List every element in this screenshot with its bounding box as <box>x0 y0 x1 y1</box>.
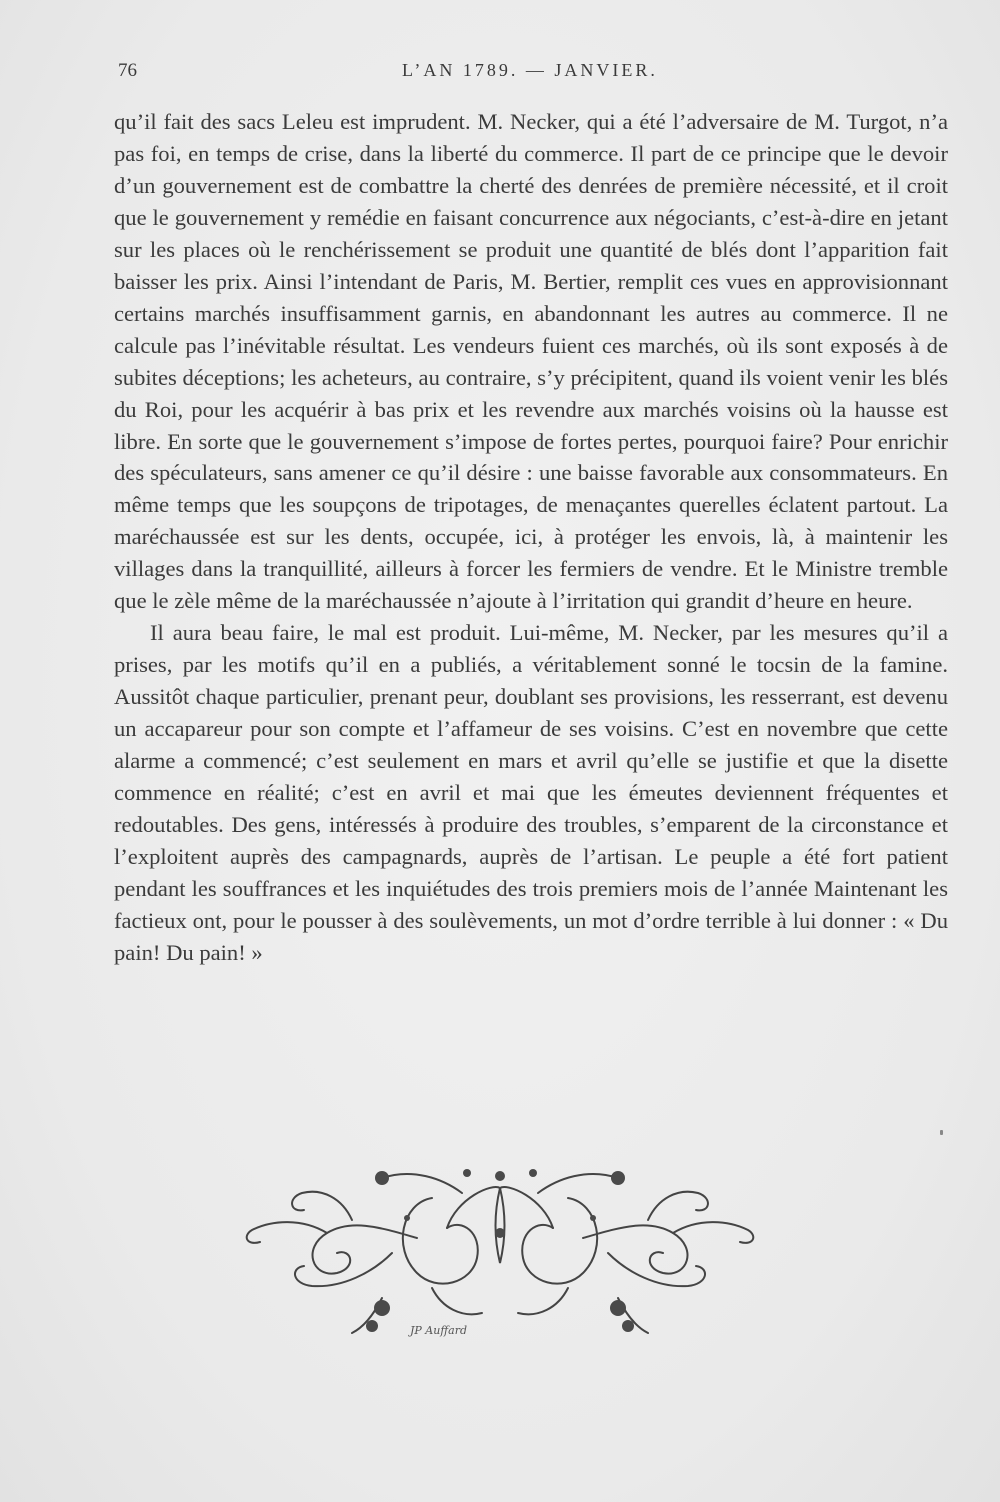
engraver-signature: JP Auffard <box>410 1324 467 1337</box>
running-title: L’AN 1789. — JANVIER. <box>402 60 658 80</box>
paragraph: qu’il fait des sacs Leleu est imprudent. M. Necker, qui a été l’adversaire de M. Turgot, n’a pas foi, en temps de crise, dans la liberté du commerce. Il part de ce principe que le devoir d’un gouvernement est de combattre la cherté des denrées de première nécessité, et il croit que le gouvernement y remédie en faisant concurrence aux négociants, c’est-à-dire en jetant sur les places où le renchérissement se produit une quantité de blés dont l’apparition fait baisser les prix. Ainsi l’intendant de Paris, M. Bertier, remplit ces vues en approvisionnant certains marchés insuffisamment garnis, en abandonnant les autres au commerce. Il ne calcule pas l’inévitable résultat. Les vendeurs fuient ces marchés, où ils sont exposés à de subites déceptions; les acheteurs, au contraire, s’y précipitent, quand ils voient venir les blés du Roi, pour les acquérir à bas prix et les revendre aux marchés voisins où la hausse est libre. En sorte que le gouvernement s’impose de fortes pertes, pourquoi faire? Pour enrichir des spéculateurs, sans amener ce qu’il désire : une baisse favorable aux consommateurs. En même temps que les soupçons de tripotages, de menaçantes querelles éclatent partout. La maréchaussée est sur les dents, occupée, ici, à protéger les envois, là, à maintenir les villages dans la tranquillité, ailleurs à forcer les fermiers de vendre. Et le Ministre tremble que le zèle même de la maréchaussée n’ajoute à l’irritation qui grandit d’heure en heure. <box>114 109 948 614</box>
paragraph: Il aura beau faire, le mal est produit. Lui-même, M. Necker, par les mesures qu’il a prises, par les motifs qu’il en a publiés, a véritablement sonné le tocsin de la famine. Aussitôt chaque particulier, prenant peur, doublant ses provisions, les resserrant, est devenu un accapareur pour son compte et l’affameur de ses voisins. C’est en novembre que cette alarme a commencé; c’est seulement en mars et avril qu’elle se justifie et que la disette commence en réalité; c’est en avril et mai que les émeutes deviennent fréquentes et redoutables. Des gens, intéressés à produire des troubles, s’emparent de la circonstance et l’exploitent auprès des campagnards, auprès de l’artisan. Le peuple a été fort patient pendant les souffrances et les inquiétudes des trois premiers mois de l’année Maintenant les factieux ont, pour le pousser à des soulèvements, un mot d’ordre terrible à lui donner : « Du pain! Du pain! » <box>114 620 948 965</box>
page-number: 76 <box>118 60 137 81</box>
running-head <box>118 60 658 90</box>
page-speck <box>940 1130 943 1135</box>
rococo-ornament-tailpiece <box>232 1158 768 1348</box>
body-text <box>114 106 948 969</box>
